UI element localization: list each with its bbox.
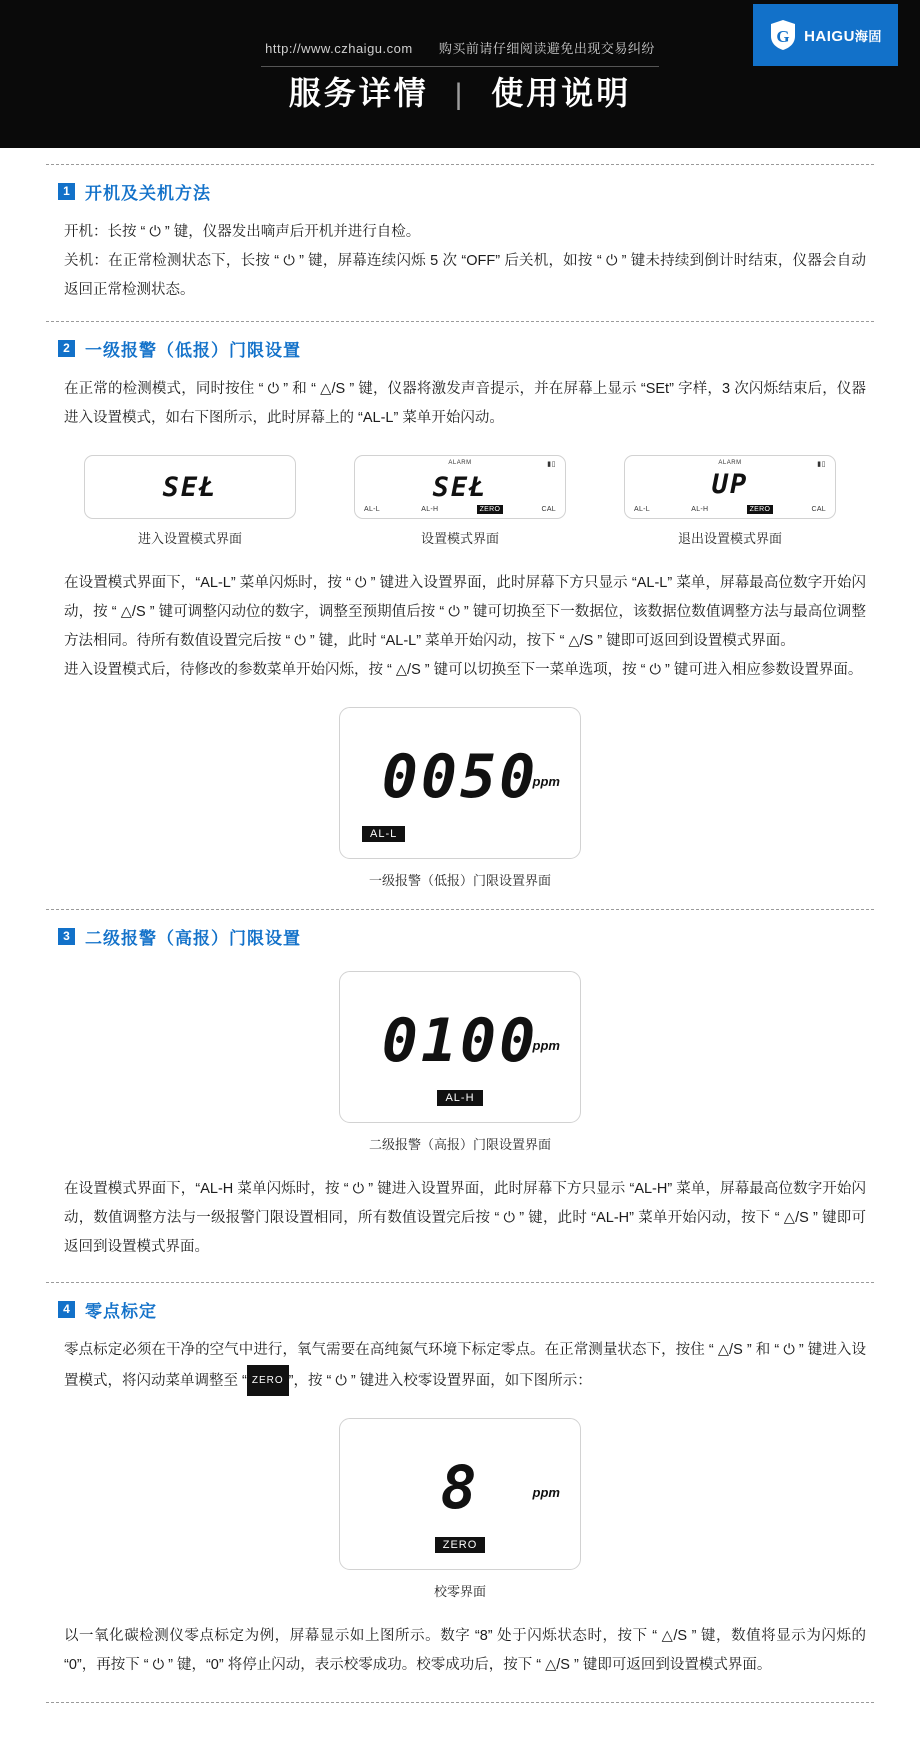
menu-item-zero-3: ZERO: [747, 505, 774, 514]
section-heading-1: [58, 179, 874, 204]
section-heading-4: [58, 1297, 874, 1322]
section-4-paragraph-1: [64, 1336, 866, 1396]
section-number-2: 2: [58, 340, 75, 357]
lcd-value-zero: 8: [440, 1453, 480, 1523]
lcd-value-al-h: 0100: [381, 1006, 539, 1076]
menu-item-zero-2: ZERO: [477, 505, 504, 514]
lcd-tagbar-al-l: [362, 824, 405, 842]
divider-top: [46, 164, 874, 165]
lcd-figure-2: [354, 455, 566, 547]
lcd-tagbar-al-h: [340, 1088, 580, 1106]
lcd-unit-zero: ppm: [532, 1485, 560, 1500]
zero-menu-tag-inline: ZERO: [247, 1365, 289, 1396]
section-3-paragraph-1: 在设置模式界面下，“AL-H 菜单闪烁时，按 “ ⏻ ” 键进入设置界面，此时屏幕下方只显示 “AL-H” 菜单，屏幕最高位数字开始闪动，数值调整方法与一级报警门限设置相同，所有数值设置完后按 “ ⏻ ” 键，此时 “AL-H” 菜单开始闪动，按下 “ △/S ” 键即可返回到设置模式界面。: [64, 1181, 866, 1255]
page-title-separator: |: [454, 78, 466, 111]
lcd-segment-text-1: SEŁ: [162, 471, 218, 503]
figure-caption-al-l: 一级报警（低报）门限设置界面: [368, 873, 551, 888]
section-heading-2: [58, 336, 874, 361]
section-1-paragraph-1: 开机：长按 “ ⏻ ” 键，仪器发出嘀声后开机并进行自检。: [64, 224, 421, 240]
section-title-2: 一级报警（低报）门限设置: [85, 341, 301, 360]
header-top-line: [261, 38, 659, 67]
lcd-tagbar-zero: [340, 1535, 580, 1553]
shield-icon: [769, 19, 797, 51]
figure-al-l: [46, 707, 874, 889]
lcd-caption-1: 进入设置模式界面: [137, 531, 242, 546]
lcd-alarm-indicator-3: ALARM ▮▯: [718, 460, 826, 468]
battery-icon: ▮▯: [547, 461, 556, 468]
logo-wordmark: [804, 26, 882, 45]
page-title: [0, 68, 920, 114]
section-title-4: 零点标定: [85, 1302, 157, 1321]
lcd-screen-zero: [339, 1418, 581, 1570]
divider-3: [46, 1282, 874, 1283]
lcd-menu-bar-2: [361, 505, 559, 514]
section-title-1: 开机及关机方法: [85, 184, 211, 203]
section-4-p1-part-a: 零点标定必须在干净的空气中进行，氧气需要在高纯氮气环境下标定零点。在正常测量状态下，按住 “ △/S ” 和 “ ⏻ ” 键进入设置模式，将闪动菜单调整至 “: [64, 1342, 866, 1389]
menu-item-al-h-2: AL-H: [421, 506, 439, 513]
page-title-right: 使用说明: [491, 75, 632, 111]
divider-2: [46, 909, 874, 910]
lcd-caption-3: 退出设置模式界面: [677, 531, 782, 546]
lcd-alarm-indicator-2: ALARM ▮▯: [448, 460, 556, 468]
site-url: http://www.czhaigu.com: [265, 41, 413, 56]
menu-tag-zero: ZERO: [435, 1537, 486, 1553]
lcd-figure-1: [84, 455, 296, 547]
page-title-left: 服务详情: [288, 75, 429, 111]
figure-zero: [46, 1418, 874, 1600]
lcd-segment-text-3: UP: [711, 468, 749, 500]
menu-item-al-h-3: AL-H: [691, 506, 709, 513]
lcd-caption-2: 设置模式界面: [420, 531, 499, 546]
lcd-screen-al-h: [339, 971, 581, 1123]
section-number-3: 3: [58, 928, 75, 945]
menu-tag-al-h: AL-H: [437, 1090, 482, 1106]
lcd-screen-2: [354, 455, 566, 519]
section-2-paragraph-1: 在正常的检测模式，同时按住 “ ⏻ ” 和 “ △/S ” 键，仪器将激发声音提示，并在屏幕上显示 “SEt” 字样，3 次闪烁结束后，仪器进入设置模式，如右下图所示，此时屏幕上的 “AL-L” 菜单开始闪动。: [64, 381, 866, 426]
manual-content: [0, 164, 920, 1743]
lcd-figure-3: [624, 455, 836, 547]
lcd-unit-al-h: ppm: [532, 1038, 560, 1053]
lcd-value-1: [85, 456, 295, 518]
battery-icon-3: ▮▯: [817, 461, 826, 468]
figure-caption-al-h: 二级报警（高报）门限设置界面: [368, 1137, 551, 1152]
section-number-4: 4: [58, 1301, 75, 1318]
svg-text:G: G: [776, 27, 790, 46]
logo-text-en: HAIGU: [804, 27, 855, 45]
figure-al-h: [46, 971, 874, 1153]
menu-tag-al-l: AL-L: [362, 826, 405, 842]
lcd-screen-al-l: [339, 707, 581, 859]
divider-bottom: [46, 1702, 874, 1703]
lcd-screen-1: [84, 455, 296, 519]
divider-1: [46, 321, 874, 322]
menu-item-al-l-3: AL-L: [634, 506, 650, 513]
brand-logo: [753, 4, 898, 66]
menu-item-cal-2: CAL: [541, 506, 556, 513]
lcd-value-al-l: 0050: [381, 742, 539, 812]
lcd-figure-row: [46, 455, 874, 547]
section-1-paragraph-2: 关机：在正常检测状态下，长按 “ ⏻ ” 键，屏幕连续闪烁 5 次 “OFF” 后关机，如按 “ ⏻ ” 键未持续到倒计时结束，仪器会自动返回正常检测状态。: [64, 253, 866, 298]
section-heading-3: [58, 924, 874, 949]
section-2-paragraph-2: 在设置模式界面下，“AL-L” 菜单闪烁时，按 “ ⏻ ” 键进入设置界面，此时屏幕下方只显示 “AL-L” 菜单，屏幕最高位数字开始闪动，按 “ △/S ” 键可调整闪动位的数字，调整至预期值后按 “ ⏻ ” 键可切换至下一数据位，该数据位数值调整方法与最高位调整方法相同。待所有数值设置完后按 “ ⏻ ” 键，此时 “AL-L” 菜单开始闪动，按下 “ △/S ” 键即可返回到设置模式界面。: [64, 575, 866, 649]
section-4-paragraph-2: 以一氧化碳检测仪零点标定为例，屏幕显示如上图所示。数字 “8” 处于闪烁状态时，按下 “ △/S ” 键，数值将显示为闪烁的 “0”，再按下 “ ⏻ ” 键，“0” 将停止闪动，表示校零成功。校零成功后，按下 “ △/S ” 键即可返回到设置模式界面。: [64, 1628, 866, 1673]
menu-item-al-l-2: AL-L: [364, 506, 380, 513]
lcd-screen-3: [624, 455, 836, 519]
purchase-notice: 购买前请仔细阅读避免出现交易纠纷: [438, 41, 655, 56]
section-number-1: 1: [58, 183, 75, 200]
page-header: [0, 0, 920, 148]
lcd-menu-bar-3: [631, 505, 829, 514]
menu-item-cal-3: CAL: [811, 506, 826, 513]
section-4-p1-part-b: ”，按 “ ⏻ ” 键进入校零设置界面，如下图所示：: [288, 1373, 592, 1389]
lcd-segment-text-2: SEŁ: [432, 471, 488, 503]
lcd-unit-al-l: ppm: [532, 774, 560, 789]
section-title-3: 二级报警（高报）门限设置: [85, 929, 301, 948]
section-2-paragraph-3: 进入设置模式后，待修改的参数菜单开始闪烁，按 “ △/S ” 键可以切换至下一菜单选项，按 “ ⏻ ” 键可进入相应参数设置界面。: [64, 662, 863, 678]
logo-text-cn: 海固: [854, 28, 882, 44]
figure-caption-zero: 校零界面: [433, 1584, 486, 1599]
